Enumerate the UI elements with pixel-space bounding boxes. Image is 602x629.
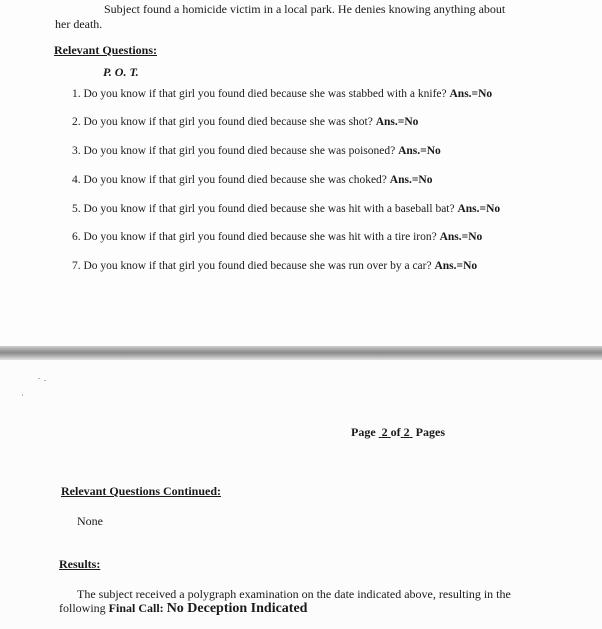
question-answer: Ans.=No: [434, 260, 478, 272]
intro-line-1: Subject found a homicide victim in a local park. He denies knowing anything about: [104, 2, 506, 16]
final-call-value: No Deception Indicated: [166, 601, 308, 616]
question-number: 7.: [72, 260, 81, 272]
results-line-2: [59, 601, 307, 617]
question-text: Do you know if that girl you found died because she was shot?: [83, 116, 373, 128]
question-text: Do you know if that girl you found died because she was choked?: [83, 174, 387, 186]
question-item: [72, 145, 441, 157]
question-item: [72, 231, 482, 243]
question-text: Do you know if that girl you found died because she was hit with a baseball bat?: [83, 203, 455, 215]
question-number: 4.: [72, 174, 81, 186]
page-number: [351, 425, 445, 440]
page-prefix: Page: [351, 425, 376, 439]
question-item: [72, 116, 418, 128]
question-item: [72, 88, 492, 100]
results-line-2-prefix: following: [59, 601, 106, 615]
question-item: [72, 203, 500, 215]
page-of: of: [390, 425, 401, 439]
question-answer: Ans.=No: [375, 116, 419, 128]
question-answer: Ans.=No: [439, 231, 483, 243]
document-page-lower: [0, 360, 602, 629]
question-number: 1.: [72, 88, 81, 100]
question-answer: Ans.=No: [449, 88, 493, 100]
question-number: 3.: [72, 145, 81, 157]
question-text: Do you know if that girl you found died because she was hit with a tire iron?: [83, 231, 437, 243]
scan-speck: [44, 380, 46, 381]
pot-label: P. O. T.: [103, 65, 139, 79]
results-line-1: The subject received a polygraph examination on the date indicated above, resulting in the: [77, 587, 511, 601]
question-number: 6.: [72, 231, 81, 243]
question-number: 2.: [72, 116, 81, 128]
page-suffix: Pages: [415, 425, 445, 439]
question-text: Do you know if that girl you found died because she was stabbed with a knife?: [83, 88, 447, 100]
final-call-label: Final Call:: [108, 601, 164, 615]
page-total: 2: [403, 425, 410, 439]
question-text: Do you know if that girl you found died because she was run over by a car?: [83, 260, 432, 272]
scan-speck: [38, 378, 40, 379]
none-text: None: [77, 514, 103, 528]
relevant-questions-continued-heading: Relevant Questions Continued:: [61, 484, 222, 498]
results-heading: Results:: [59, 557, 101, 571]
scan-speck: [22, 394, 23, 396]
page-separator: [0, 346, 602, 360]
question-answer: Ans.=No: [398, 145, 441, 157]
question-item: [72, 260, 477, 272]
question-answer: Ans.=No: [457, 203, 501, 215]
intro-line-2: her death.: [55, 17, 103, 31]
page-current: 2: [381, 425, 388, 439]
question-number: 5.: [72, 203, 81, 215]
question-answer: Ans.=No: [389, 174, 433, 186]
question-text: Do you know if that girl you found died because she was poisoned?: [83, 145, 396, 157]
question-item: [72, 174, 432, 186]
relevant-questions-heading: Relevant Questions:: [54, 43, 157, 57]
